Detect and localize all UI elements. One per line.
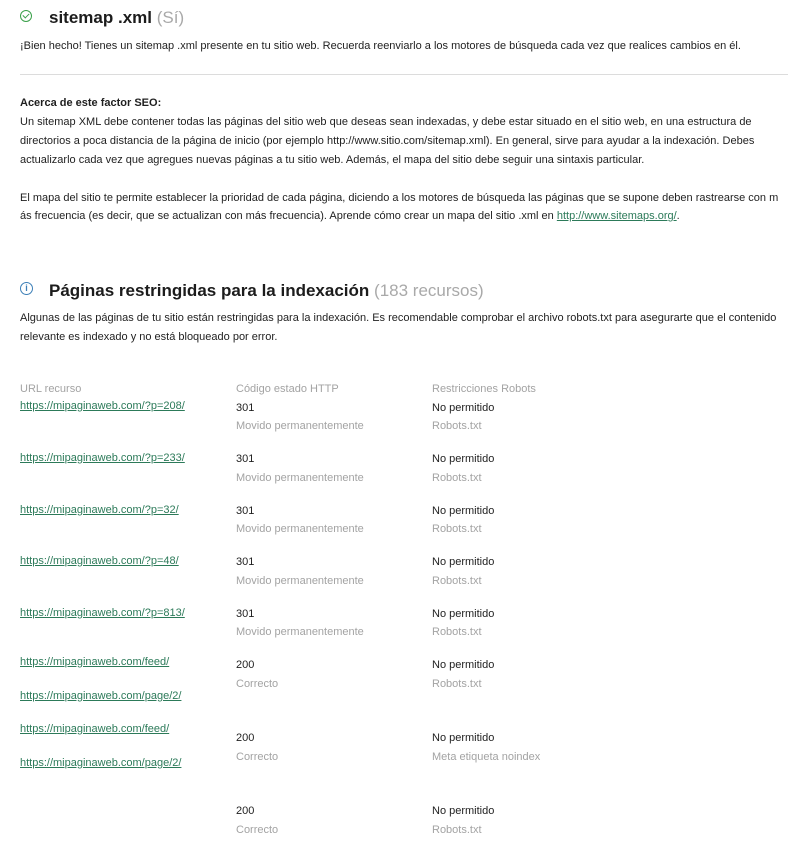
priority-line-2: [20, 207, 680, 226]
http-code: 200: [236, 732, 255, 744]
http-code-text: Correcto: [236, 678, 279, 690]
sitemap-message: ¡Bien hecho! Tienes un sitemap .xml presente en tu sitio web. Recuerda reenviarlo a los motores de búsqueda cada vez que realices cambios en él.: [20, 40, 741, 52]
http-code: 301: [236, 505, 255, 517]
http-code: 301: [236, 402, 255, 414]
resource-url-link[interactable]: https://mipaginaweb.com/?p=32/: [20, 504, 179, 516]
restricted-title: Páginas restringidas para la indexación: [49, 281, 370, 300]
restriction: No permitido: [432, 453, 495, 465]
about-line: directorios a poca distancia de la página de inicio (por ejemplo http://www.sitio.com/sitemap.xml). En general, sirve para ayudar a la indexación. Debes: [20, 135, 755, 147]
http-code-text: Movido permanentemente: [236, 523, 364, 535]
restriction-source: Robots.txt: [432, 626, 482, 638]
http-code-text: Movido permanentemente: [236, 575, 364, 587]
restriction: No permitido: [432, 402, 495, 414]
http-code: 301: [236, 608, 255, 620]
divider: [20, 74, 788, 75]
restriction: No permitido: [432, 659, 495, 671]
restricted-count: (183 recursos): [374, 281, 484, 300]
http-code-text: Movido permanentemente: [236, 626, 364, 638]
column-header-robots: Restricciones Robots: [432, 383, 536, 395]
column-header-url: URL recurso: [20, 383, 82, 395]
sitemaps-link[interactable]: http://www.sitemaps.org/: [556, 210, 677, 222]
restriction: No permitido: [432, 505, 495, 517]
restriction-source: Robots.txt: [432, 523, 482, 535]
sitemap-heading: [49, 8, 184, 28]
http-code: 200: [236, 805, 255, 817]
http-code: 301: [236, 453, 255, 465]
http-code: 301: [236, 556, 255, 568]
http-code-text: Correcto: [236, 751, 279, 763]
resource-url-link[interactable]: https://mipaginaweb.com/?p=208/: [20, 400, 185, 412]
resource-url-link[interactable]: https://mipaginaweb.com/?p=48/: [20, 555, 179, 567]
restriction: No permitido: [432, 556, 495, 568]
restriction-source: Robots.txt: [432, 824, 482, 836]
priority-line: El mapa del sitio te permite establecer la prioridad de cada página, diciendo a los motores de búsqueda las páginas que se supone deben rastrearse con m: [20, 192, 779, 204]
period: .: [676, 210, 680, 222]
restriction: No permitido: [432, 608, 495, 620]
sitemap-title: sitemap .xml: [49, 8, 152, 27]
http-code-text: Movido permanentemente: [236, 420, 364, 432]
restriction-source: Meta etiqueta noindex: [432, 751, 541, 763]
info-icon: i: [20, 282, 33, 295]
about-line: Un sitemap XML debe contener todas las páginas del sitio web que deseas sean indexadas, y debe estar situado en el sitio web, en una estructura de: [20, 116, 752, 128]
restriction-source: Robots.txt: [432, 575, 482, 587]
resource-url-link[interactable]: https://mipaginaweb.com/page/2/: [20, 690, 182, 702]
check-circle-icon: [20, 10, 32, 22]
restriction-source: Robots.txt: [432, 472, 482, 484]
restriction: No permitido: [432, 805, 495, 817]
resource-url-link[interactable]: https://mipaginaweb.com/?p=233/: [20, 452, 185, 464]
resource-url-link[interactable]: https://mipaginaweb.com/feed/: [20, 656, 170, 668]
resource-url-link[interactable]: https://mipaginaweb.com/?p=813/: [20, 607, 185, 619]
http-code-text: Correcto: [236, 824, 279, 836]
http-code: 200: [236, 659, 255, 671]
restricted-heading: [49, 281, 484, 301]
column-header-code: Código estado HTTP: [236, 383, 339, 395]
restricted-desc: Algunas de las páginas de tu sitio están restringidas para la indexación. Es recomendable comprobar el archivo robots.txt para asegurarte que el contenido: [20, 312, 777, 324]
about-line: actualizarlo cada vez que agregues nuevas páginas a tu sitio web. Además, el mapa del sitio debe seguir una sintaxis particular.: [20, 154, 645, 166]
restriction-source: Robots.txt: [432, 678, 482, 690]
resource-url-link[interactable]: https://mipaginaweb.com/page/2/: [20, 757, 182, 769]
resource-url-link[interactable]: https://mipaginaweb.com/feed/: [20, 723, 170, 735]
about-title: Acerca de este factor SEO:: [20, 97, 162, 109]
restriction-source: Robots.txt: [432, 420, 482, 432]
http-code-text: Movido permanentemente: [236, 472, 364, 484]
restriction: No permitido: [432, 732, 495, 744]
priority-text: ás frecuencia (es decir, que se actualizan con más frecuencia). Aprende cómo crear un mapa del sitio .xml en: [20, 210, 554, 222]
sitemap-status: (Sí): [156, 8, 185, 27]
restricted-desc: relevante es indexado y no está bloqueado por error.: [20, 331, 278, 343]
